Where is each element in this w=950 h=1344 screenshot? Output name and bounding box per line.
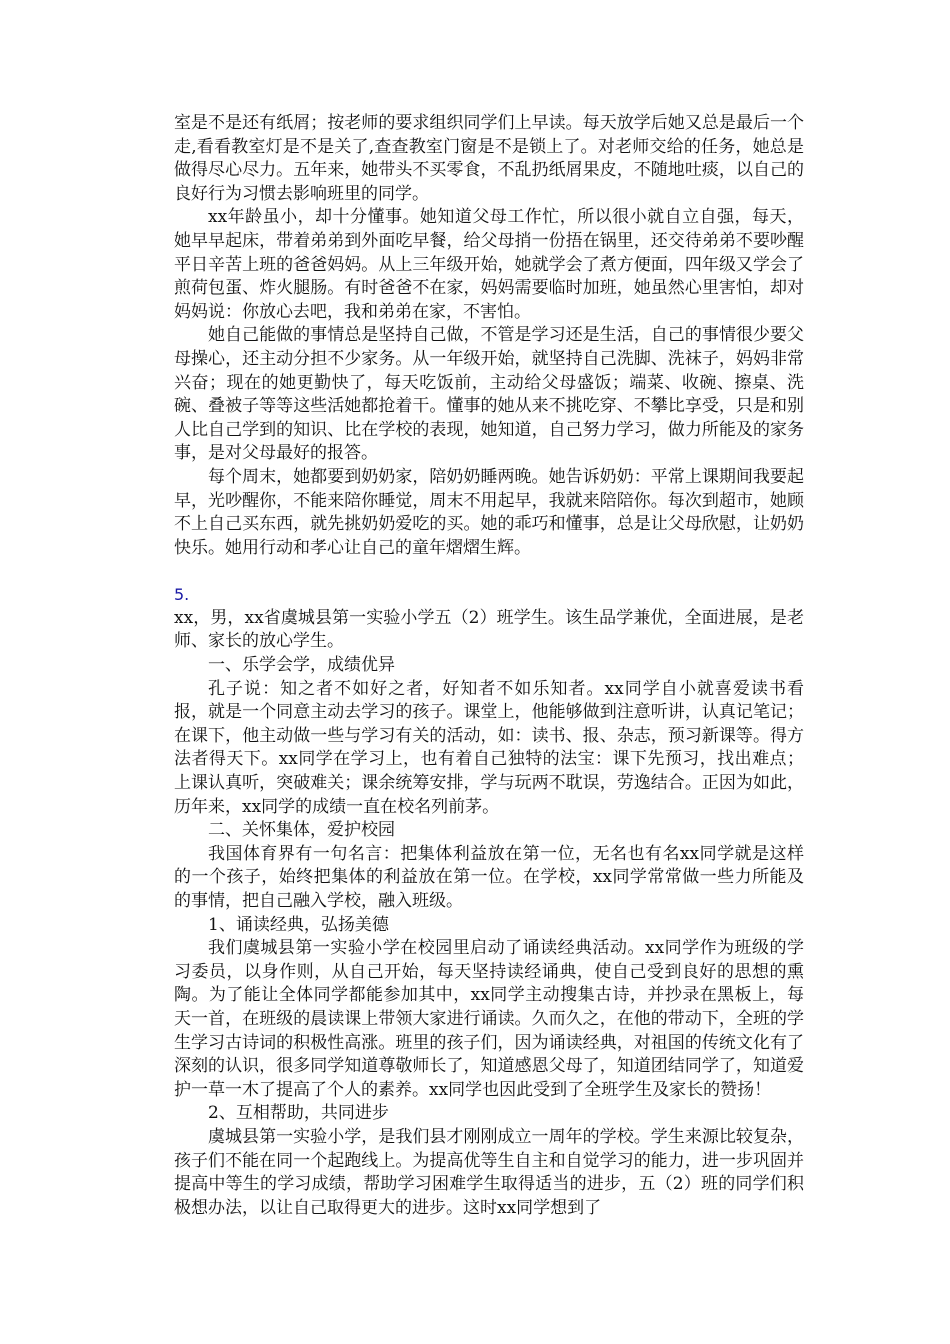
- heading-1: 一、乐学会学，成绩优异: [208, 655, 395, 676]
- paragraph-classics: 我们虞城县第一实验小学在校园里启动了诵读经典活动。xx同学作为班级的学习委员，以身作则，从自己开始，每天坚持读经诵典，使自己受到良好的思想的熏陶。为了能让全体同学都能参加其中，xx同学主动搜集古诗，并抄录在黑板上，每天一首，在班级的晨读课上带领大家进行诵读。久而久之，在他的带动下，全班的学生学习古诗词的积极性高涨。班里的孩子们，因为诵读经典，对祖国的传统文化有了深刻的认识，很多同学知道尊敬师长了，知道感恩父母了，知道团结同学了，知道爱护一草一木了提高了个人的素养。xx同学也因此受到了全班学生及家长的赞扬！: [174, 938, 804, 1100]
- paragraph-collective: 我国体育界有一句名言：把集体利益放在第一位，无名也有名xx同学就是这样的一个孩子，始终把集体的利益放在第一位。在学校，xx同学常常做一些力所能及的事情，把自己融入学校，融入班级。: [174, 843, 804, 911]
- paragraph-housework: 她自己能做的事情总是坚持自己做，不管是学习还是生活，自己的事情很少要父母操心，还主动分担不少家务。从一年级开始，就坚持自己洗脚、洗袜子，妈妈非常兴奋；现在的她更勤快了，每天吃饭前，主动给父母盛饭；端菜、收碗、擦桌、洗碗、叠被子等等这些活她都抢着干。懂事的她从来不挑吃穿、不攀比享受，只是和别人比自己学到的知识、比在学校的表现，她知道，自己努力学习，做力所能及的家务事，是对父母最好的报答。: [174, 325, 804, 464]
- paragraph-mutual-help: 虞城县第一实验小学，是我们县才刚刚成立一周年的学校。学生来源比较复杂，孩子们不能在同一个起跑线上。为提高优等生自主和自觉学习的能力，进一步巩固并提高中等生的学习成绩，帮助学习困难学生取得适当的进步，五（2）班的同学们积极想办法，以让自己取得更大的进步。这时xx同学想到了: [174, 1126, 804, 1218]
- heading-3: 1、诵读经典，弘扬美德: [208, 914, 389, 935]
- intro-paragraph: xx，男，xx省虞城县第一实验小学五（2）班学生。该生品学兼优，全面进展，是老师、家长的放心学生。: [174, 607, 804, 652]
- paragraph-grandma: 每个周末，她都要到奶奶家，陪奶奶睡两晚。她告诉奶奶：平常上课期间我要起早，光吵醒你，不能来陪你睡觉，周末不用起早，我就来陪陪你。每次到超市，她顾不上自己买东西，就先挑奶奶爱吃的买。她的乖巧和懂事，总是让父母欣慰，让奶奶快乐。她用行动和孝心让自己的童年熠熠生辉。: [174, 466, 804, 558]
- paragraph-self-reliance: xx年龄虽小，却十分懂事。她知道父母工作忙，所以很小就自立自强，每天，她早早起床，带着弟弟到外面吃早餐，给父母捎一份捂在锅里，还交待弟弟不要吵醒平日辛苦上班的爸爸妈妈。从上三年级开始，她就学会了煮方便面，四年级又学会了煎荷包蛋、炸火腿肠。有时爸爸不在家，妈妈需要临时加班，她虽然心里害怕，却对妈妈说：你放心去吧，我和弟弟在家，不害怕。: [174, 207, 804, 322]
- paragraph-continued: 室是不是还有纸屑；按老师的要求组织同学们上早读。每天放学后她又总是最后一个走,看看教室灯是不是关了,查查教室门窗是不是锁上了。对老师交给的任务，她总是做得尽心尽力。五年来，她带头不买零食，不乱扔纸屑果皮，不随地吐痰，以自己的良好行为习惯去影响班里的同学。: [174, 113, 804, 204]
- document-page: [174, 112, 804, 1220]
- heading-4: 2、互相帮助，共同进步: [208, 1103, 389, 1124]
- paragraph-study: 孔子说：知之者不如好之者，好知者不如乐知者。xx同学自小就喜爱读书看报，就是一个同意主动去学习的孩子。课堂上，他能够做到注意听讲，认真记笔记；在课下，他主动做一些与学习有关的活动，如：读书、报、杂志，预习新课等。得方法者得天下。xx同学在学习上，也有着自己独特的法宝：课下先预习，找出难点；上课认真听，突破难关；课余统筹安排，学与玩两不耽误，劳逸结合。正因为如此，历年来，xx同学的成绩一直在校名列前茅。: [174, 678, 804, 817]
- section-number: 5.: [174, 585, 190, 605]
- heading-2: 二、关怀集体，爱护校园: [208, 820, 395, 841]
